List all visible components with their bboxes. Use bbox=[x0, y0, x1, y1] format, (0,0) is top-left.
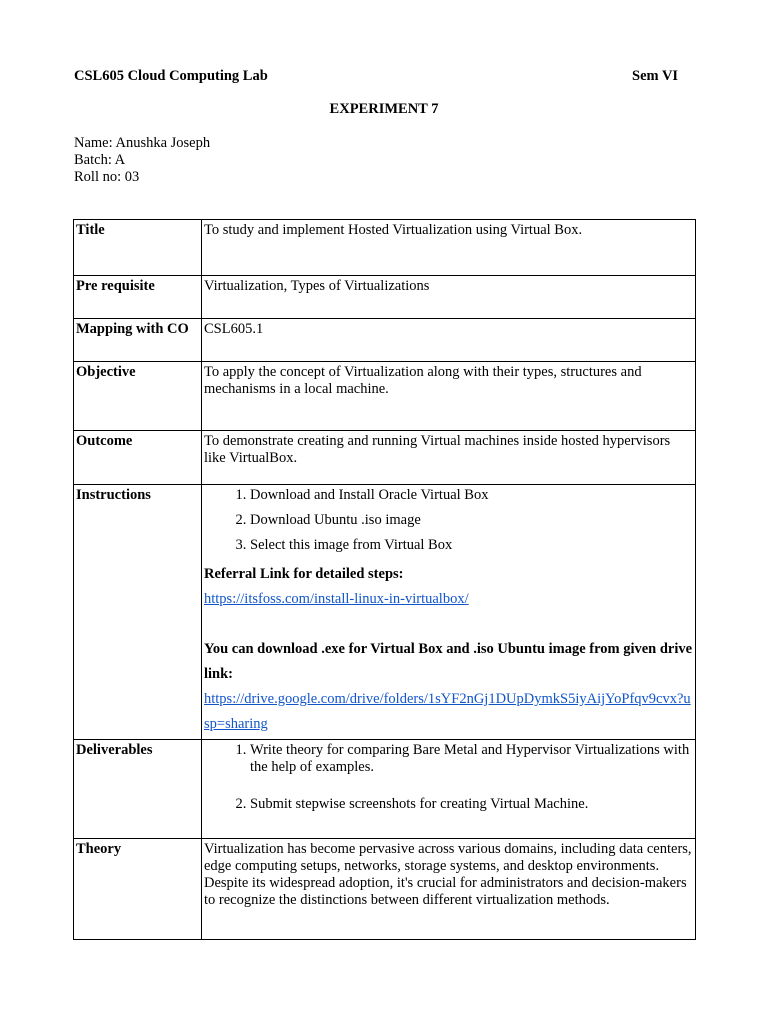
mapping-label: Mapping with CO bbox=[74, 319, 202, 362]
deliverables-label: Deliverables bbox=[74, 740, 202, 839]
table-row-outcome bbox=[74, 431, 696, 485]
experiment-table bbox=[73, 219, 696, 940]
table-row-title bbox=[74, 220, 696, 276]
instruction-steps bbox=[204, 487, 693, 554]
table-row-mapping bbox=[74, 319, 696, 362]
student-name: Name: Anushka Joseph bbox=[74, 135, 211, 151]
theory-value: Virtualization has become pervasive across various domains, including data centers, edge computing setups, networks, storage systems, and desktop environments. Despite its widespread adoption, it's crucial for administrators and decision-makers to recognize the distinctions between different virtualization methods. bbox=[202, 839, 696, 940]
deliverables-list bbox=[204, 742, 693, 813]
list-item: 2. Download Ubuntu .iso image bbox=[250, 512, 693, 529]
objective-label: Objective bbox=[74, 362, 202, 431]
instructions-value bbox=[202, 485, 696, 740]
mapping-value: CSL605.1 bbox=[202, 319, 696, 362]
referral-heading: Referral Link for detailed steps: bbox=[204, 566, 404, 582]
outcome-label: Outcome bbox=[74, 431, 202, 485]
list-item: 1. Write theory for comparing Bare Metal and Hypervisor Virtualizations with the help of examples. bbox=[250, 742, 693, 776]
table-row-objective bbox=[74, 362, 696, 431]
list-item: 1. Download and Install Oracle Virtual Box bbox=[250, 487, 693, 504]
prereq-label: Pre requisite bbox=[74, 276, 202, 319]
course-title: CSL605 Cloud Computing Lab bbox=[74, 68, 268, 84]
table-row-prereq bbox=[74, 276, 696, 319]
referral-link[interactable]: https://itsfoss.com/install-linux-in-virtualbox/ bbox=[204, 591, 469, 607]
instructions-label: Instructions bbox=[74, 485, 202, 740]
student-roll: Roll no: 03 bbox=[74, 169, 140, 185]
title-label: Title bbox=[74, 220, 202, 276]
title-value: To study and implement Hosted Virtualization using Virtual Box. bbox=[202, 220, 696, 276]
table-row-instructions bbox=[74, 485, 696, 740]
objective-value: To apply the concept of Virtualization along with their types, structures and mechanisms in a local machine. bbox=[202, 362, 696, 431]
experiment-title: EXPERIMENT 7 bbox=[329, 101, 439, 117]
table-row-deliverables bbox=[74, 740, 696, 839]
semester-label: Sem VI bbox=[632, 68, 679, 84]
outcome-value: To demonstrate creating and running Virtual machines inside hosted hypervisors like VirtualBox. bbox=[202, 431, 696, 485]
list-item: 2. Submit stepwise screenshots for creating Virtual Machine. bbox=[250, 796, 693, 813]
drive-link[interactable]: https://drive.google.com/drive/folders/1sYF2nGj1DUpDymkS5iyAijYoPfqv9cvx?usp=sharing bbox=[204, 691, 691, 732]
download-note: You can download .exe for Virtual Box and .iso Ubuntu image from given drive link: bbox=[204, 641, 693, 682]
student-batch: Batch: A bbox=[74, 152, 126, 168]
prereq-value: Virtualization, Types of Virtualizations bbox=[202, 276, 696, 319]
theory-label: Theory bbox=[74, 839, 202, 940]
list-item: 3. Select this image from Virtual Box bbox=[250, 537, 693, 554]
table-row-theory bbox=[74, 839, 696, 940]
deliverables-value bbox=[202, 740, 696, 839]
student-info bbox=[74, 135, 210, 186]
